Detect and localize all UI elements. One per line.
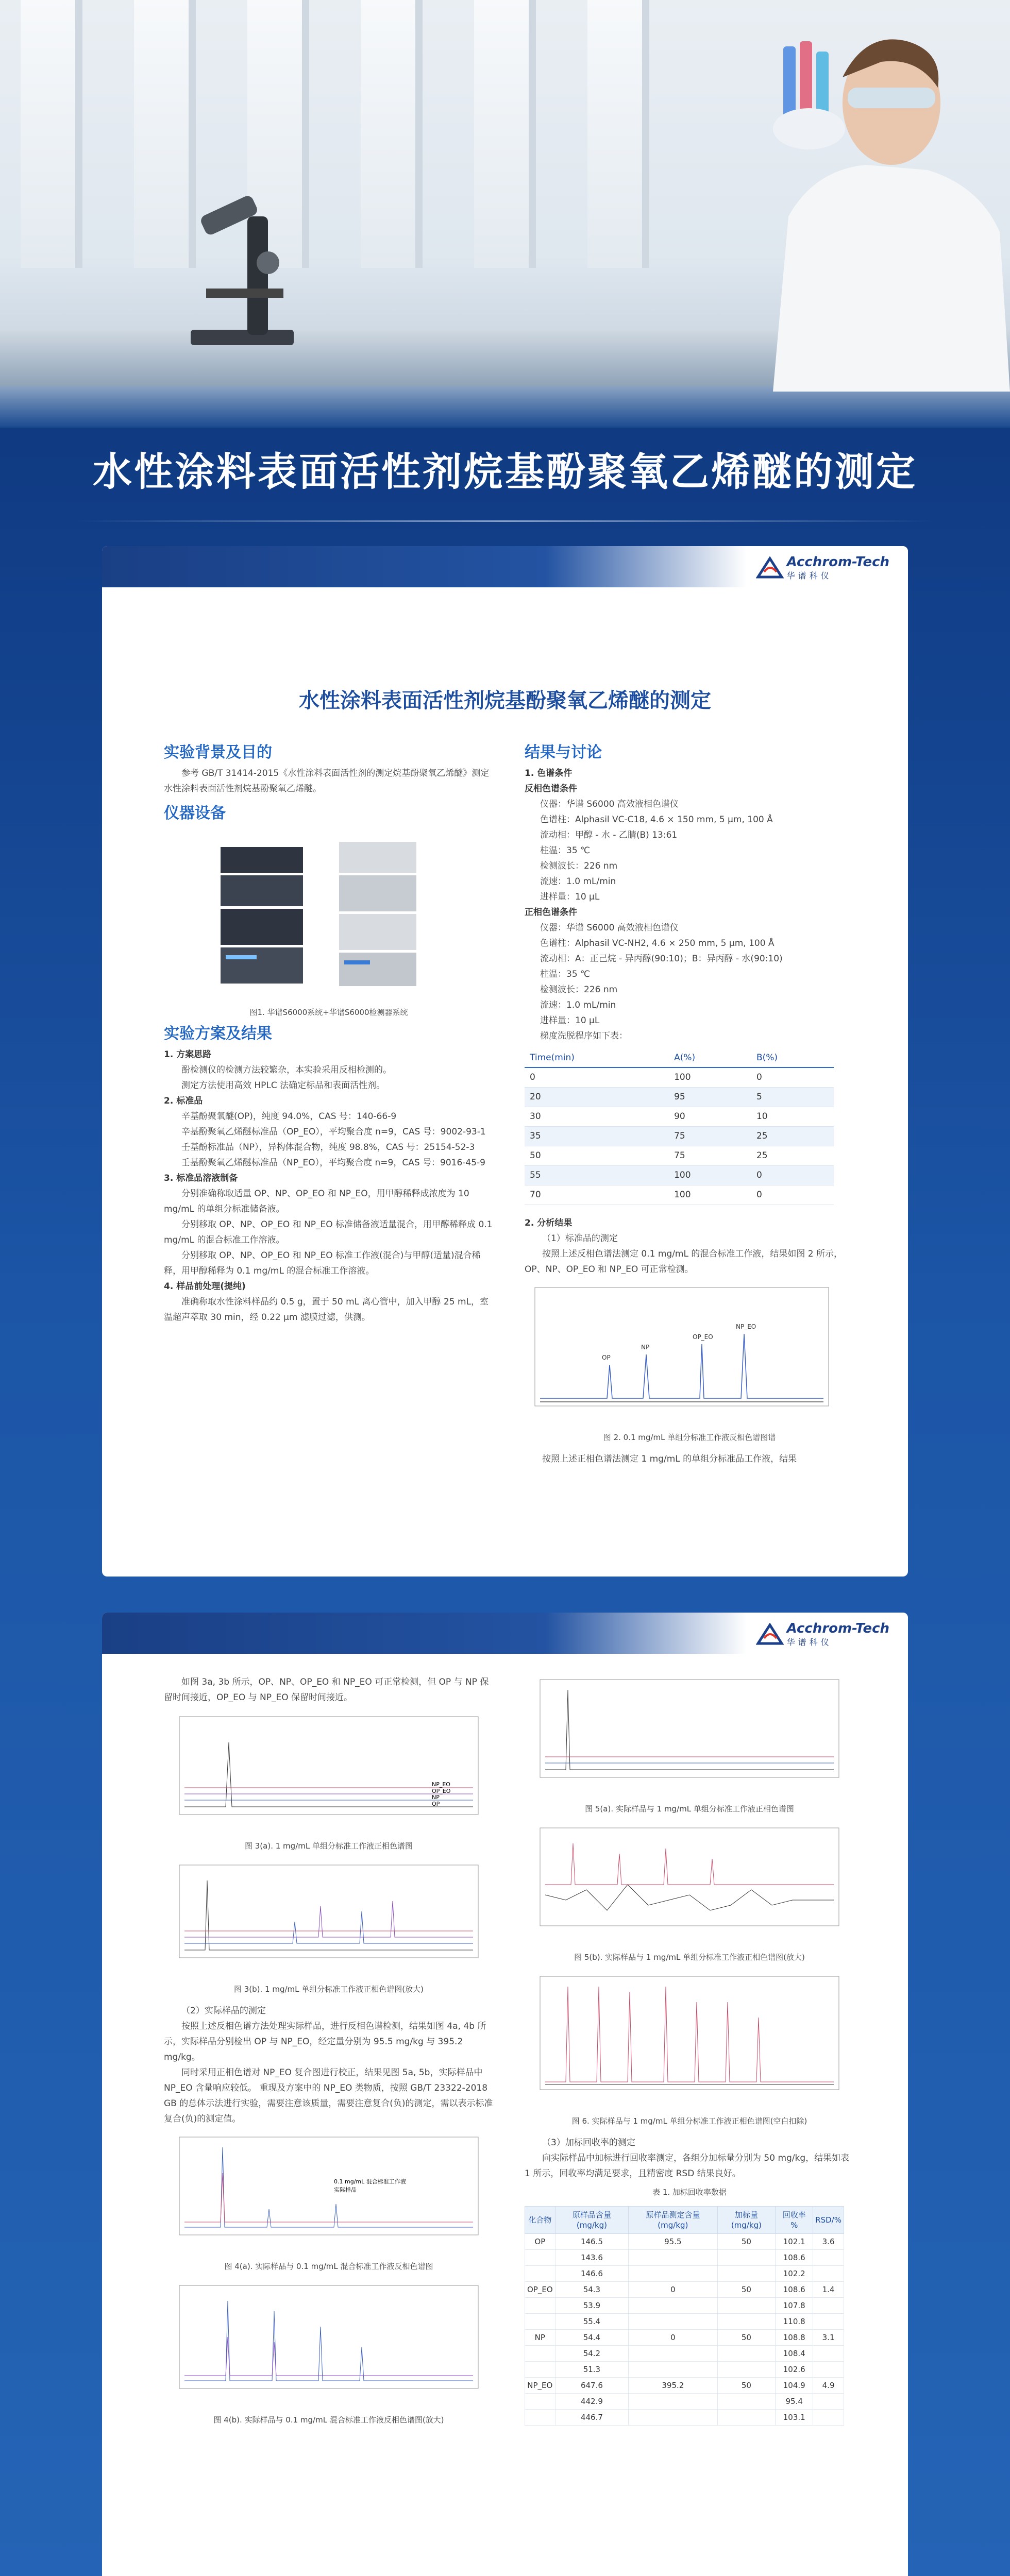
table-row (525, 1146, 834, 1165)
table-cell: 107.8 (776, 2298, 813, 2314)
table-cell: 108.6 (776, 2282, 813, 2298)
table-row (525, 2234, 844, 2250)
table-cell: 50 (717, 2234, 776, 2250)
table-cell: 10 (751, 1107, 834, 1126)
sub-heading: 反相色谱条件 (525, 784, 577, 794)
table-cell: OP (525, 2234, 556, 2250)
logo-text-cn: 华谱科仪 (786, 1637, 832, 1647)
table-cell (525, 2346, 556, 2362)
table-cell: 50 (717, 2378, 776, 2394)
table-row (525, 2250, 844, 2266)
legend-label: 实际样品 (334, 2187, 357, 2193)
table-cell (629, 2346, 717, 2362)
table-row (525, 2298, 844, 2314)
chromatogram-fig3a (164, 1711, 494, 1830)
sub-heading: 3. 标准品溶液制备 (164, 1173, 238, 1183)
table-row (525, 2314, 844, 2330)
report-page-2 (102, 1613, 908, 2576)
table-cell: 5 (751, 1087, 834, 1107)
table-cell (629, 2266, 717, 2282)
table-cell: 54.2 (555, 2346, 629, 2362)
paragraph: 按照上述正相色谱法测定 1 mg/mL 的单组分标准品工作液，结果 (542, 1453, 797, 1464)
gradient-table (525, 1048, 834, 1205)
table-cell (629, 2250, 717, 2266)
paragraph: 按照上述反相色谱方法处理实际样品，进行反相色谱检测，结果如图 4a, 4b 所示，实际样品分别检出 OP 与 NP_EO，经定量分别为 95.5 mg/kg 与 395.2 mg/kg。 (164, 2021, 486, 2062)
table-cell (629, 2314, 717, 2330)
condition-line: 梯度洗脱程序如下表： (540, 1031, 628, 1041)
window-pane (21, 0, 82, 268)
condition-line: 柱温：35 ℃ (540, 845, 591, 856)
sub-heading: 2. 标准品 (164, 1096, 203, 1106)
figure-caption: 图 3(b). 1 mg/mL 单组分标准工作液正相色谱图(放大) (233, 1985, 424, 1994)
table-cell: 25 (751, 1126, 834, 1146)
peak-label: NP (641, 1343, 650, 1351)
paragraph: 参考 GB/T 31414-2015《水性涂料表面活性剂的测定烷基酚聚氧乙烯醚》测定水性涂料表面活性剂烷基酚聚氧乙烯醚。 (164, 768, 490, 794)
section-heading: 实验背景及目的 (164, 743, 272, 761)
table-row (525, 2266, 844, 2282)
sub-heading: （2）实际样品的测定 (181, 2006, 266, 2016)
table-cell: 0 (751, 1165, 834, 1185)
figure-caption: 图 5(a). 实际样品与 1 mg/mL 单组分标准工作液正相色谱图 (585, 1804, 794, 1814)
legend-label: NP_EO (432, 1781, 450, 1788)
table-cell: 0 (525, 1067, 669, 1087)
table-cell (629, 2394, 717, 2410)
lc-conditions-normal (525, 920, 854, 1044)
table-cell: 100 (669, 1165, 751, 1185)
sub-heading: 正相色谱条件 (525, 907, 577, 918)
microscope-icon (170, 185, 304, 350)
chromatogram-fig3b (164, 1860, 494, 1973)
table-cell: 4.9 (813, 2378, 844, 2394)
table-cell (525, 2394, 556, 2410)
table-cell (629, 2410, 717, 2426)
table-cell: 35 (525, 1126, 669, 1146)
sub-heading: （1）标准品的测定 (542, 1233, 618, 1244)
table-header: 加标量(mg/kg) (717, 2207, 776, 2234)
table-cell: 146.6 (555, 2266, 629, 2282)
table-row (525, 2378, 844, 2394)
sub-heading: 1. 方案思路 (164, 1049, 212, 1060)
table-row (525, 2394, 844, 2410)
table-cell (813, 2394, 844, 2410)
table-cell: 110.8 (776, 2314, 813, 2330)
table-cell: 50 (717, 2282, 776, 2298)
legend-label: OP_EO (432, 1788, 451, 1794)
list-item: 辛基酚聚氧醚(OP)，纯度 94.0%，CAS 号：140-66-9 (181, 1111, 397, 1122)
window-pane (361, 0, 423, 268)
table-cell (717, 2346, 776, 2362)
table-row (525, 2362, 844, 2378)
sub-heading: 4. 样品前处理(提纯) (164, 1281, 246, 1292)
paragraph: 酚检测仪的检测方法较繁杂，本实验采用反相检测的。 (181, 1065, 392, 1075)
table-cell (813, 2298, 844, 2314)
list-item: 壬基酚聚氧乙烯醚标准品（NP_EO），平均聚合度 n=9，CAS 号：9016-45-9 (181, 1158, 486, 1168)
table-cell (525, 2362, 556, 2378)
hero-image (0, 0, 1010, 428)
table-cell: 442.9 (555, 2394, 629, 2410)
table-cell: 0 (751, 1185, 834, 1205)
table-row (525, 1126, 834, 1146)
table-cell: 55.4 (555, 2314, 629, 2330)
condition-line: 色谱柱：Alphasil VC-C18, 4.6 × 150 mm, 5 μm, 100 Å (540, 815, 773, 825)
table-cell: 102.2 (776, 2266, 813, 2282)
table-cell: 108.4 (776, 2346, 813, 2362)
condition-line: 仪器：华谱 S6000 高效液相色谱仪 (540, 799, 679, 809)
table-header: 化合物 (525, 2207, 556, 2234)
window-pane (474, 0, 536, 268)
left-column (164, 1674, 494, 2434)
table-cell (717, 2362, 776, 2378)
table-row (525, 2346, 844, 2362)
condition-line: 进样量：10 μL (540, 892, 600, 902)
table-cell: 95.5 (629, 2234, 717, 2250)
table-cell (813, 2266, 844, 2282)
table-cell: 25 (751, 1146, 834, 1165)
table-cell: 53.9 (555, 2298, 629, 2314)
paragraph: 按照上述反相色谱法测定 0.1 mg/mL 的混合标准工作液，结果如图 2 所示，OP、NP、OP_EO 和 NP_EO 可正常检测。 (525, 1248, 843, 1275)
table-row (525, 2330, 844, 2346)
condition-line: 柱温：35 ℃ (540, 969, 591, 979)
table-cell: 143.6 (555, 2250, 629, 2266)
table-cell (717, 2298, 776, 2314)
title-divider (77, 520, 933, 522)
table-row (525, 1087, 834, 1107)
table-cell: 75 (669, 1146, 751, 1165)
table-cell: 102.1 (776, 2234, 813, 2250)
report-title: 水性涂料表面活性剂烷基酚聚氧乙烯醚的测定 (299, 689, 711, 713)
chromatogram-fig4b (164, 2280, 494, 2404)
table-cell (525, 2314, 556, 2330)
table-cell: 51.3 (555, 2362, 629, 2378)
peak-label: OP_EO (693, 1333, 713, 1341)
scientist-photo (711, 0, 1010, 392)
condition-line: 仪器：华谱 S6000 高效液相色谱仪 (540, 923, 679, 933)
paragraph: 分别移取 OP、NP、OP_EO 和 NP_EO 标准储备液适量混合，用甲醇稀释成 0.1 mg/mL 的混合标准工作溶液。 (164, 1219, 493, 1245)
table-cell: 0 (751, 1067, 834, 1087)
table-cell (717, 2266, 776, 2282)
table-cell (525, 2250, 556, 2266)
right-column (525, 1674, 854, 2426)
table-cell: 104.9 (776, 2378, 813, 2394)
sub-heading: 2. 分析结果 (525, 1217, 573, 1228)
lc-conditions-reversed (525, 796, 854, 905)
legend-label: OP (432, 1801, 440, 1807)
table-cell: 54.3 (555, 2282, 629, 2298)
window-pane (587, 0, 649, 268)
table-cell: 395.2 (629, 2378, 717, 2394)
table-header: RSD/% (813, 2207, 844, 2234)
table-caption: 表 1. 加标回收率数据 (652, 2188, 727, 2197)
table-cell: 70 (525, 1185, 669, 1205)
table-cell (525, 2410, 556, 2426)
table-cell: 20 (525, 1087, 669, 1107)
sub-heading: 1. 色谱条件 (525, 768, 573, 778)
figure-caption: 图 3(a). 1 mg/mL 单组分标准工作液正相色谱图 (245, 1841, 413, 1851)
table-cell: OP_EO (525, 2282, 556, 2298)
company-logo (756, 1620, 889, 1649)
page-title: 水性涂料表面活性剂烷基酚聚氧乙烯醚的测定 (93, 449, 917, 495)
figure-caption: 图 6. 实际样品与 1 mg/mL 单组分标准工作液正相色谱图(空白扣除) (571, 2116, 807, 2126)
paragraph: 同时采用正相色谱对 NP_EO 复合图进行校正，结果见图 5a, 5b，实际样品中 NP_EO 含量响应较低。 重现及方案中的 NP_EO 类物质，按照 GB/T 23322-2018 GB 的总体示法进行实验，需要注意该质量，需要注意复合(负)的测定，需以表示标准复合(负)的测定值。 (164, 2067, 493, 2124)
table-row (525, 1165, 834, 1185)
paragraph: 如图 3a, 3b 所示，OP、NP、OP_EO 和 NP_EO 可正常检测，但 OP 与 NP 保留时间接近，OP_EO 与 NP_EO 保留时间接近。 (164, 1677, 489, 1703)
logo-mark-icon (756, 1623, 784, 1646)
table-cell: 50 (525, 1146, 669, 1165)
table-cell (629, 2362, 717, 2378)
table-cell (717, 2250, 776, 2266)
paragraph: 测定方法使用高效 HPLC 法确定标品和表面活性剂。 (181, 1080, 385, 1091)
table-cell (813, 2250, 844, 2266)
table-cell (813, 2346, 844, 2362)
condition-line: 流速：1.0 mL/min (540, 876, 616, 887)
table-cell (813, 2314, 844, 2330)
logo-text-cn: 华谱科仪 (786, 570, 832, 581)
table-header: 原样品含量(mg/kg) (555, 2207, 629, 2234)
table-cell: 100 (669, 1185, 751, 1205)
paragraph: 向实际样品中加标进行回收率测定，各组分加标量分别为 50 mg/kg，结果如表 1 所示，回收率均满足要求，且精密度 RSD 结果良好。 (525, 2153, 850, 2179)
table-cell: 0 (629, 2282, 717, 2298)
table-cell: 90 (669, 1107, 751, 1126)
table-header: B(%) (751, 1048, 834, 1067)
figure-caption: 图 5(b). 实际样品与 1 mg/mL 单组分标准工作液正相色谱图(放大) (574, 1953, 805, 1962)
logo-text-en: Acchrom-Tech (786, 554, 889, 570)
chromatogram-fig5b (525, 1823, 854, 1941)
table-cell (813, 2410, 844, 2426)
chromatogram-fig4a (164, 2132, 494, 2250)
table-cell: 647.6 (555, 2378, 629, 2394)
instrument-photo (164, 826, 494, 996)
logo-text-en: Acchrom-Tech (786, 1620, 889, 1636)
table-cell (525, 2298, 556, 2314)
section-heading: 结果与讨论 (525, 743, 602, 761)
table-row (525, 2410, 844, 2426)
sub-heading: （3）加标回收率的测定 (542, 2138, 635, 2148)
table-cell (813, 2362, 844, 2378)
chromatogram-fig6 (525, 1971, 854, 2105)
table-cell (525, 2266, 556, 2282)
paragraph: 准确称取水性涂料样品约 0.5 g，置于 50 mL 离心管中，加入甲醇 25 mL，室温超声萃取 30 min，经 0.22 μm 滤膜过滤，供测。 (164, 1297, 489, 1323)
figure-caption: 图 4(a). 实际样品与 0.1 mg/mL 混合标准工作液反相色谱图 (224, 2262, 433, 2271)
list-item: 壬基酚标准品（NP），异构体混合物，纯度 98.8%，CAS 号：25154-52-3 (181, 1142, 475, 1153)
condition-line: 流动相：A：正己烷 - 异丙醇(90:10)；B：异丙醇 - 水(90:10) (540, 954, 783, 964)
table-cell: 102.6 (776, 2362, 813, 2378)
table-cell: 54.4 (555, 2330, 629, 2346)
figure-caption: 图 4(b). 实际样品与 0.1 mg/mL 混合标准工作液反相色谱图(放大) (213, 2415, 444, 2425)
figure-caption: 图 2. 0.1 mg/mL 单组分标准工作液反相色谱图谱 (603, 1432, 776, 1442)
table-cell: 146.5 (555, 2234, 629, 2250)
legend-label: 0.1 mg/mL 混合标准工作液 (334, 2178, 406, 2185)
table-cell: 0 (629, 2330, 717, 2346)
table-cell (717, 2410, 776, 2426)
peak-label: NP_EO (736, 1323, 756, 1330)
chromatogram-fig2 (525, 1282, 834, 1421)
table-row (525, 1107, 834, 1126)
table-cell (717, 2314, 776, 2330)
right-column (525, 742, 854, 1467)
table-header: Time(min) (525, 1048, 669, 1067)
table-row (525, 1185, 834, 1205)
section-heading: 仪器设备 (164, 804, 226, 822)
list-item: 辛基酚聚氧乙烯醚标准品（OP_EO），平均聚合度 n=9，CAS 号：9002-93-1 (181, 1127, 486, 1137)
table-cell: 100 (669, 1067, 751, 1087)
condition-line: 检测波长：226 nm (540, 861, 618, 871)
table-cell: 55 (525, 1165, 669, 1185)
table-row (525, 1067, 834, 1087)
legend-label: NP (432, 1794, 440, 1801)
table-row (525, 2282, 844, 2298)
table-cell: NP_EO (525, 2378, 556, 2394)
condition-line: 进样量：10 μL (540, 1015, 600, 1026)
table-cell (629, 2298, 717, 2314)
company-logo (756, 553, 889, 582)
table-cell: 3.6 (813, 2234, 844, 2250)
report-page-1 (102, 546, 908, 1577)
table-header: A(%) (669, 1048, 751, 1067)
table-cell: 30 (525, 1107, 669, 1126)
figure-caption: 图1. 华谱S6000系统+华谱S6000检测器系统 (249, 1008, 408, 1017)
table-cell (717, 2394, 776, 2410)
chromatogram-fig5a (525, 1674, 854, 1793)
table-cell: 1.4 (813, 2282, 844, 2298)
table-cell: 95 (669, 1087, 751, 1107)
table-cell: 108.6 (776, 2250, 813, 2266)
table-header: 回收率 % (776, 2207, 813, 2234)
peak-label: OP (602, 1353, 611, 1361)
table-cell: 75 (669, 1126, 751, 1146)
table-cell: 3.1 (813, 2330, 844, 2346)
table-cell: 103.1 (776, 2410, 813, 2426)
logo-mark-icon (756, 556, 784, 579)
recovery-table (525, 2206, 844, 2426)
left-column (164, 742, 494, 1325)
table-cell: NP (525, 2330, 556, 2346)
table-cell: 446.7 (555, 2410, 629, 2426)
table-header: 原样品测定含量(mg/kg) (629, 2207, 717, 2234)
paragraph: 分别移取 OP、NP、OP_EO 和 NP_EO 标准工作液(混合)与甲醇(适量)混合稀释，用甲醇稀释为 0.1 mg/mL 的混合标准工作溶液。 (164, 1250, 481, 1276)
section-heading: 实验方案及结果 (164, 1025, 272, 1043)
condition-line: 流速：1.0 mL/min (540, 1000, 616, 1010)
table-cell: 108.8 (776, 2330, 813, 2346)
condition-line: 色谱柱：Alphasil VC-NH2, 4.6 × 250 mm, 5 μm, 100 Å (540, 938, 775, 948)
paragraph: 分别准确称取适量 OP、NP、OP_EO 和 NP_EO，用甲醇稀释成浓度为 10 mg/mL 的单组分标准储备液。 (164, 1189, 469, 1214)
condition-line: 检测波长：226 nm (540, 985, 618, 995)
table-cell: 50 (717, 2330, 776, 2346)
table-cell: 95.4 (776, 2394, 813, 2410)
condition-line: 流动相：甲醇 - 水 - 乙腈(B) 13:61 (540, 830, 678, 840)
